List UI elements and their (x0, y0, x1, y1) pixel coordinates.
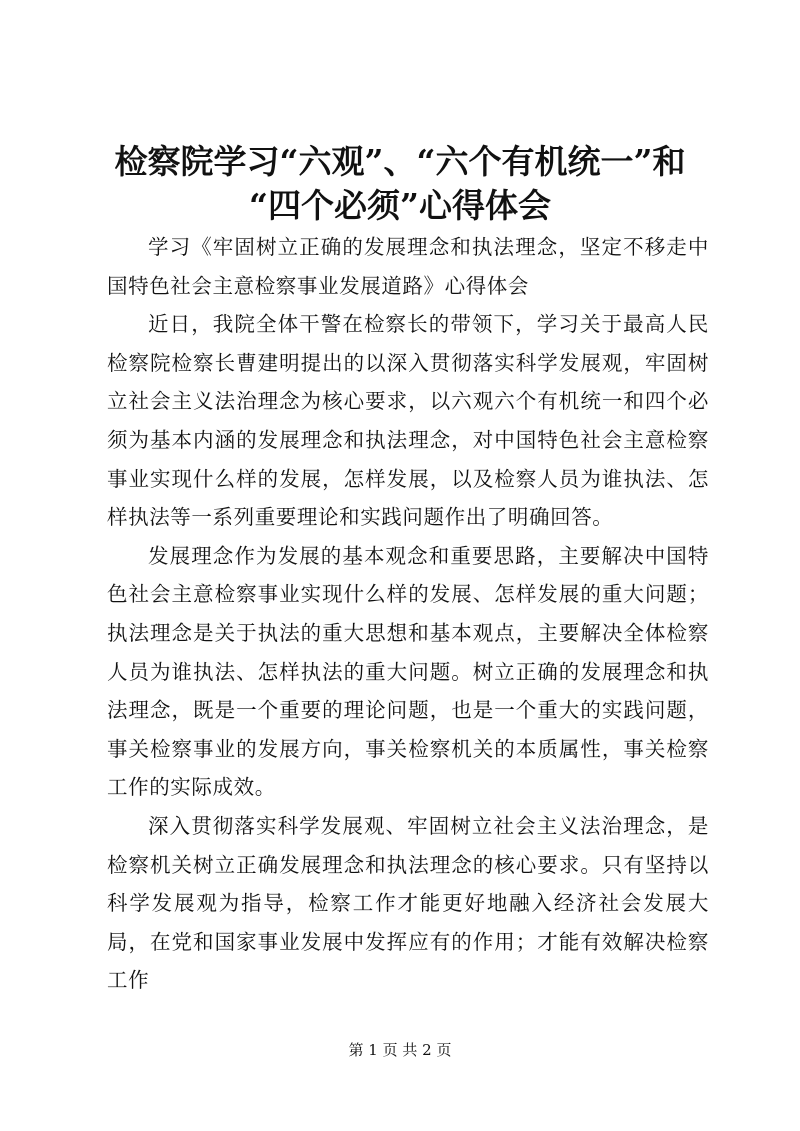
paragraph-subtitle: 学习《牢固树立正确的发展理念和执法理念，坚定不移走中国特色社会主意检察事业发展道路》心得体会 (107, 235, 709, 298)
paragraph-1: 近日，我院全体干警在检察长的带领下，学习关于最高人民检察院检察长曹建明提出的以深入贯彻落实科学发展观，牢固树立社会主义法治理念为核心要求，以六观六个有机统一和四个必须为基本内涵的发展理念和执法理念，对中国特色社会主意检察事业实现什么样的发展，怎样发展，以及检察人员为谁执法、怎样执法等一系列重要理论和实践问题作出了明确回答。 (107, 312, 709, 530)
paragraph-2: 发展理念作为发展的基本观念和重要思路，主要解决中国特色社会主意检察事业实现什么样的发展、怎样发展的重大问题；执法理念是关于执法的重大思想和基本观点，主要解决全体检察人员为谁执法、怎样执法的重大问题。树立正确的发展理念和执法理念，既是一个重要的理论问题，也是一个重大的实践问题，事关检察事业的发展方向，事关检察机关的本质属性，事关检察工作的实际成效。 (107, 543, 709, 800)
document-title-line-1: 检察院学习“六观”、“六个有机统一”和 (114, 142, 686, 181)
document-body (107, 228, 709, 1000)
document-title-line-2: “四个必须”心得体会 (249, 186, 551, 225)
page-number-footer: 第 1 页 共 2 页 (348, 1041, 452, 1059)
paragraph-3: 深入贯彻落实科学发展观、牢固树立社会主义法治理念，是检察机关树立正确发展理念和执法理念的核心要求。只有坚持以科学发展观为指导，检察工作才能更好地融入经济社会发展大局，在党和国家事业发展中发挥应有的作用；才能有效解决检察工作 (107, 813, 709, 993)
